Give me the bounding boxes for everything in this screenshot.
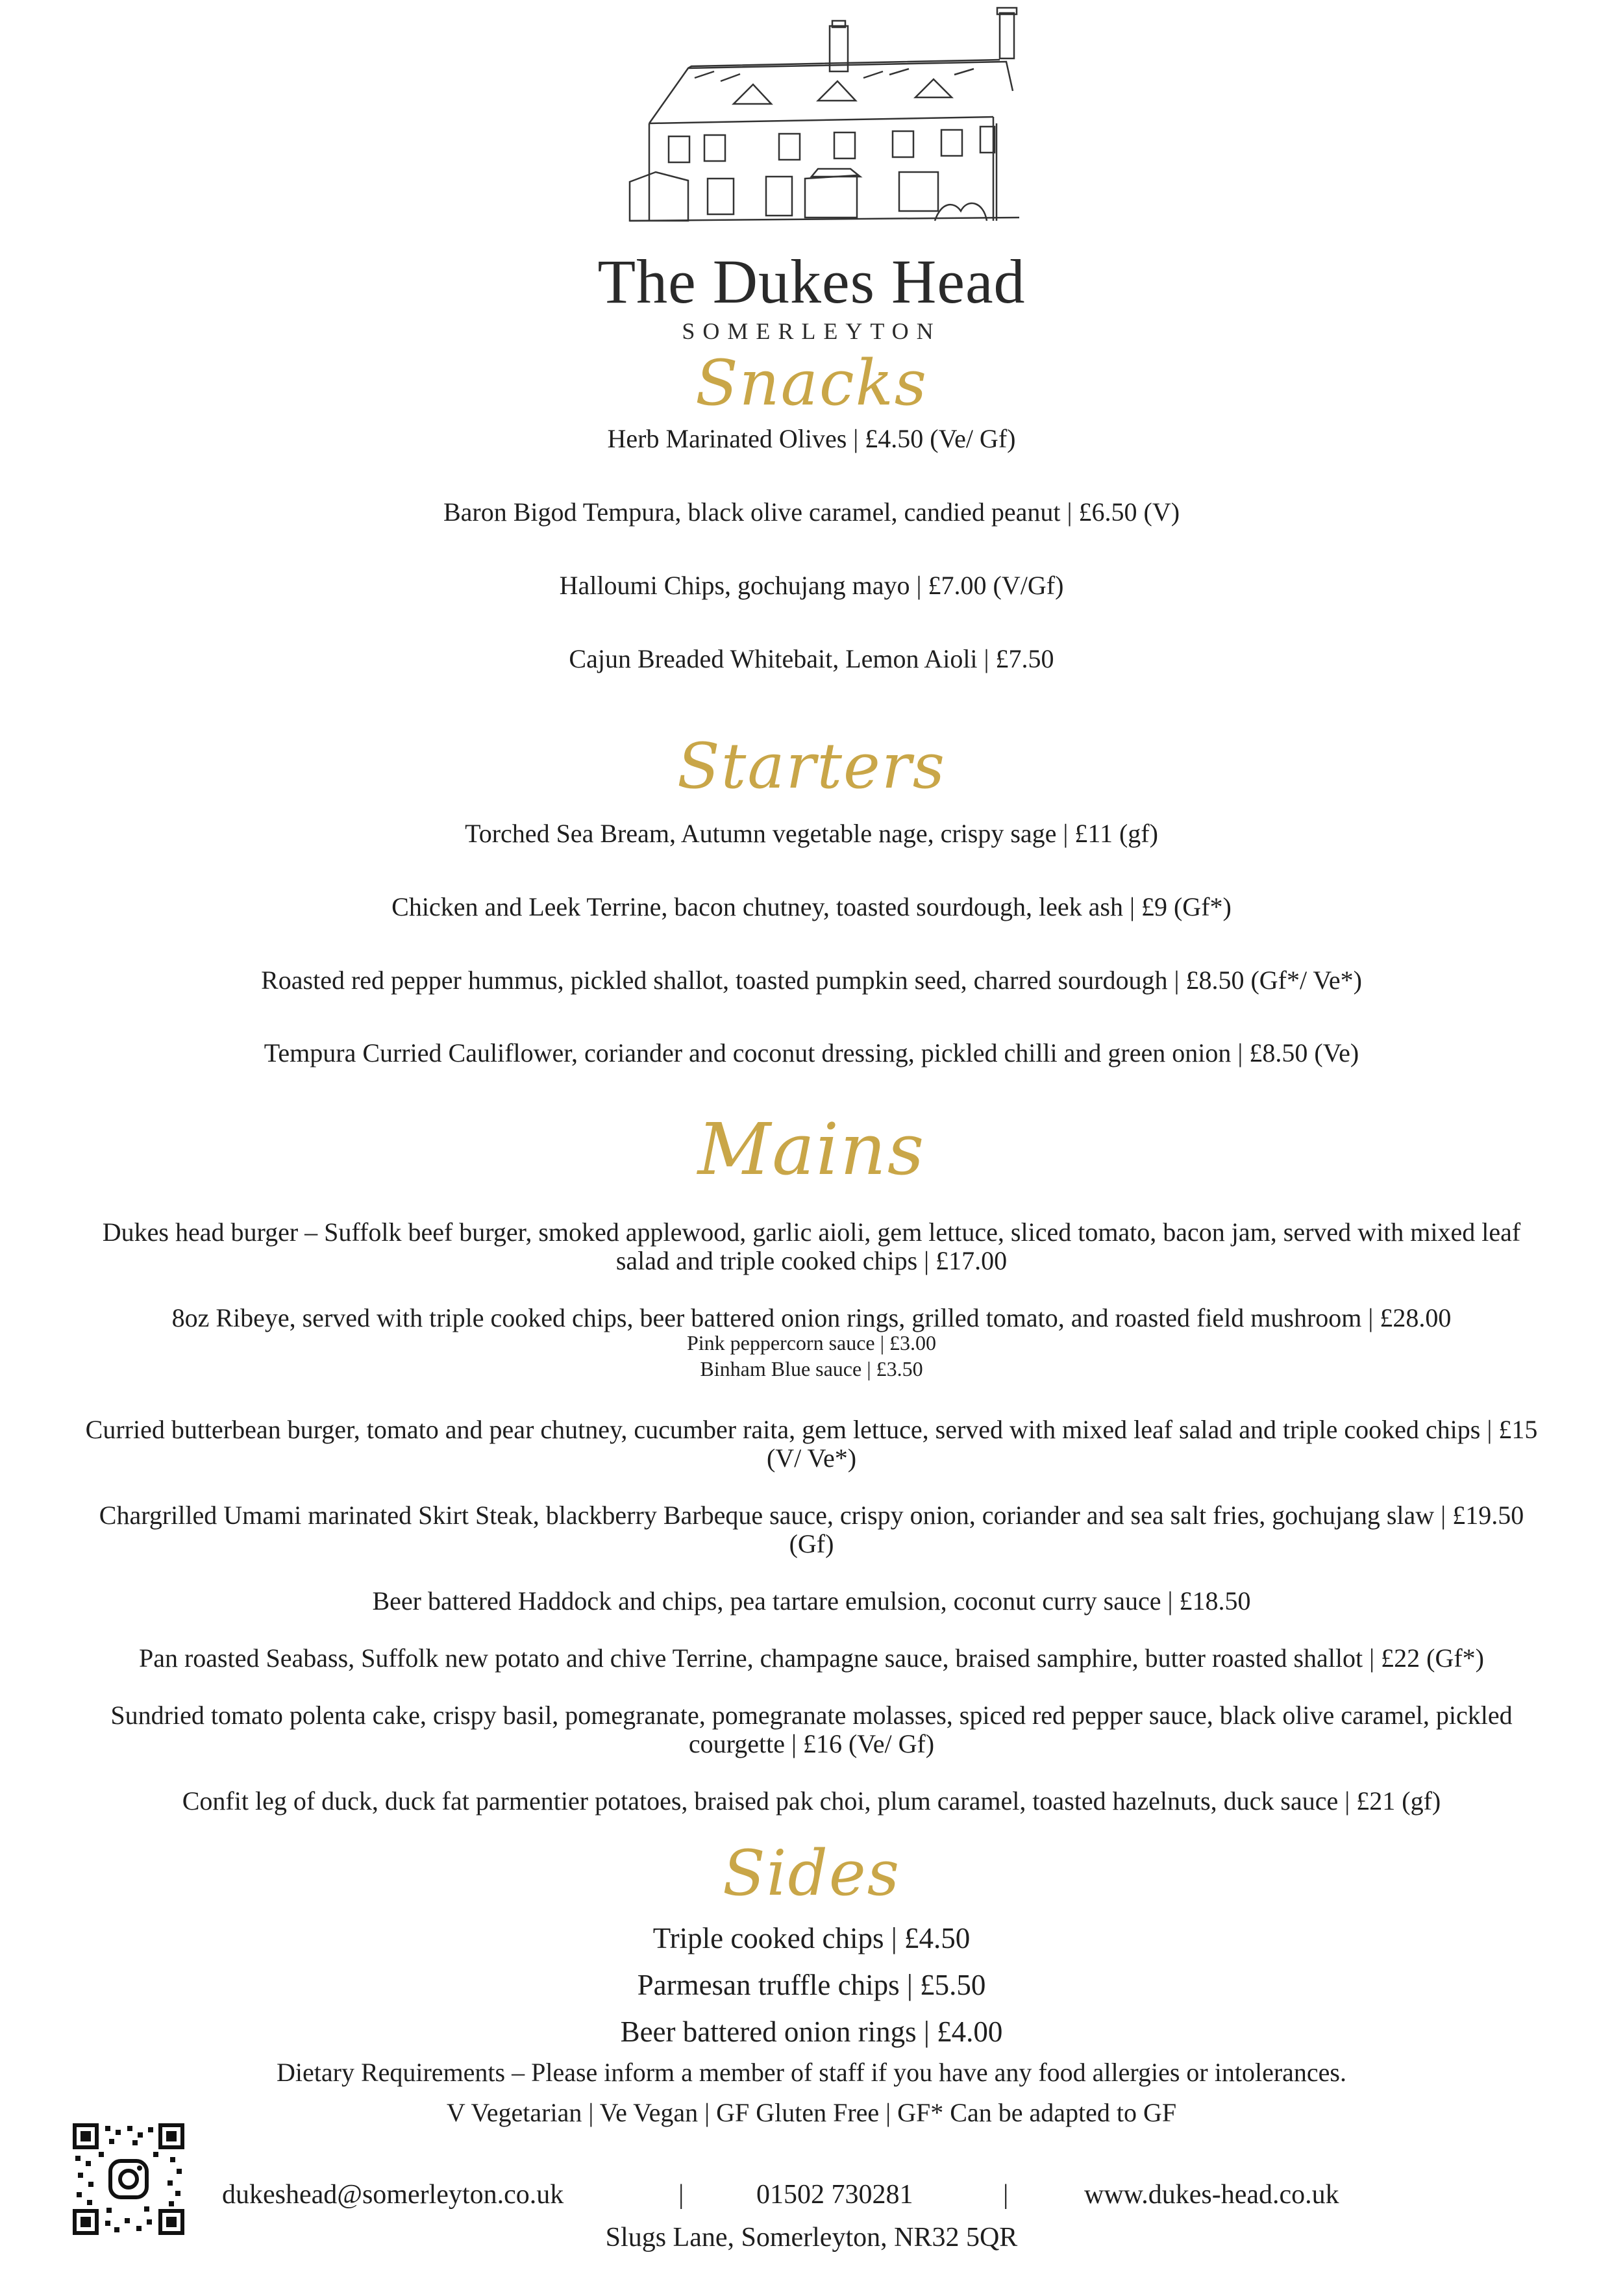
- menu-item: Sundried tomato polenta cake, crispy basil, pomegranate, pomegranate molasses, spiced red pepper sauce, black olive caramel, pickled courgette | £16 (Ve/ Gf): [110, 1701, 1513, 1758]
- menu-item: Roasted red pepper hummus, pickled shallot, toasted pumpkin seed, charred sourdough | £8.50 (Gf*/ Ve*): [261, 966, 1362, 995]
- contact-phone[interactable]: 01502 730281: [756, 2180, 913, 2210]
- starters-heading: Starters: [676, 730, 946, 803]
- contact-separator: |: [678, 2180, 684, 2210]
- side-item: Triple cooked chips | £4.50: [652, 1922, 971, 1954]
- restaurant-name: The Dukes Head: [597, 247, 1026, 316]
- pub-building-sketch-icon: [604, 6, 1019, 266]
- menu-item: Tempura Curried Cauliflower, coriander and coconut dressing, pickled chilli and green onion | £8.50 (Ve): [264, 1038, 1359, 1067]
- dietary-notice: Dietary Requirements – Please inform a member of staff if you have any food allergies or intolerances.: [277, 2058, 1346, 2087]
- ribeye-sauce-option: Pink peppercorn sauce | £3.00: [686, 1331, 937, 1354]
- menu-item: Baron Bigod Tempura, black olive caramel, candied peanut | £6.50 (V): [443, 497, 1180, 527]
- dietary-key: V Vegetarian | Ve Vegan | GF Gluten Free | GF* Can be adapted to GF: [446, 2098, 1177, 2127]
- menu-item: Pan roasted Seabass, Suffolk new potato and chive Terrine, champagne sauce, braised samphire, butter roasted shallot | £22 (Gf*): [138, 1643, 1484, 1673]
- menu-item: Herb Marinated Olives | £4.50 (Ve/ Gf): [607, 424, 1016, 453]
- contact-website[interactable]: www.dukes-head.co.uk: [1084, 2180, 1339, 2210]
- ribeye-sauce-option: Binham Blue sauce | £3.50: [700, 1357, 923, 1380]
- menu-item: Halloumi Chips, gochujang mayo | £7.00 (V/Gf): [559, 571, 1064, 600]
- menu-item: Cajun Breaded Whitebait, Lemon Aioli | £7.50: [569, 644, 1054, 673]
- menu-item: Dukes head burger – Suffolk beef burger, smoked applewood, garlic aioli, gem lettuce, sliced tomato, bacon jam, served with mixed leaf salad and triple cooked chips | £17.00: [102, 1217, 1521, 1275]
- menu-item: Curried butterbean burger, tomato and pear chutney, cucumber raita, gem lettuce, served with mixed leaf salad and triple cooked chips | £15 (V/ Ve*): [85, 1415, 1538, 1473]
- mains-heading: Mains: [697, 1108, 926, 1191]
- snacks-heading: Snacks: [695, 347, 928, 419]
- restaurant-location: SOMERLEYTON: [682, 318, 941, 344]
- menu-item: Torched Sea Bream, Autumn vegetable nage, crispy sage | £11 (gf): [465, 819, 1158, 848]
- menu-item: Beer battered Haddock and chips, pea tartare emulsion, coconut curry sauce | £18.50: [372, 1586, 1251, 1616]
- menu-item: 8oz Ribeye, served with triple cooked chips, beer battered onion rings, grilled tomato, and roasted field mushroom | £28.00: [171, 1303, 1452, 1332]
- contact-email[interactable]: dukeshead@somerleyton.co.uk: [222, 2180, 564, 2210]
- qr-code-icon[interactable]: [73, 2123, 184, 2235]
- menu-item: Chicken and Leek Terrine, bacon chutney, toasted sourdough, leek ash | £9 (Gf*): [391, 892, 1232, 921]
- side-item: Parmesan truffle chips | £5.50: [637, 1969, 986, 2001]
- menu-item: Confit leg of duck, duck fat parmentier potatoes, braised pak choi, plum caramel, toasted hazelnuts, duck sauce | £21 (gf): [182, 1786, 1441, 1816]
- contact-separator: |: [1003, 2180, 1009, 2210]
- side-item: Beer battered onion rings | £4.00: [620, 2015, 1003, 2048]
- contact-address: Slugs Lane, Somerleyton, NR32 5QR: [605, 2223, 1018, 2252]
- sides-heading: Sides: [723, 1837, 900, 1910]
- menu-item: Chargrilled Umami marinated Skirt Steak, blackberry Barbeque sauce, crispy onion, coriander and sea salt fries, gochujang slaw | £19.50 (Gf): [99, 1501, 1524, 1558]
